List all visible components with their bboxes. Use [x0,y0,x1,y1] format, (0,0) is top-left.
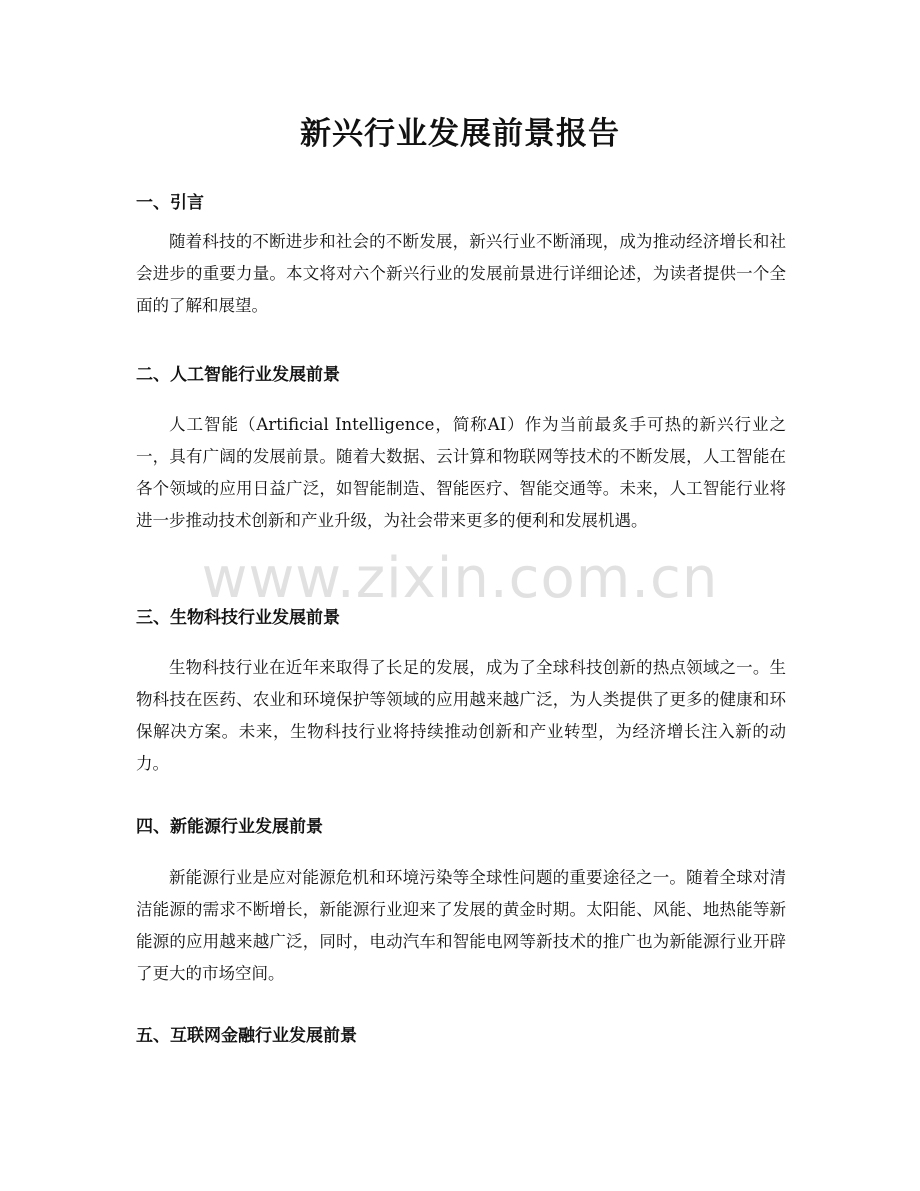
section-heading-biotech: 三、生物科技行业发展前景 [136,608,340,628]
section-heading-ai: 二、人工智能行业发展前景 [136,365,340,385]
section-body-introduction: 随着科技的不断进步和社会的不断发展，新兴行业不断涌现，成为推动经济增长和社会进步的重要力量。本文将对六个新兴行业的发展前景进行详细论述，为读者提供一个全面的了解和展望。 [136,232,786,315]
watermark-text: www.zixin.com.cn [201,546,719,611]
section-heading-introduction: 一、引言 [136,193,204,213]
section-heading-new-energy: 四、新能源行业发展前景 [136,817,323,837]
section-body-biotech: 生物科技行业在近年来取得了长足的发展，成为了全球科技创新的热点领域之一。生物科技在医药、农业和环境保护等领域的应用越来越广泛，为人类提供了更多的健康和环保解决方案。未来，生物科技行业将持续推动创新和产业转型，为经济增长注入新的动力。 [136,658,786,773]
section-heading-internet-finance: 五、互联网金融行业发展前景 [136,1026,357,1046]
page-title: 新兴行业发展前景报告 [300,116,620,152]
section-body-ai: 人工智能（Artificial Intelligence，简称AI）作为当前最炙手可热的新兴行业之一，具有广阔的发展前景。随着大数据、云计算和物联网等技术的不断发展，人工智能在各个领域的应用日益广泛，如智能制造、智能医疗、智能交通等。未来，人工智能行业将进一步推动技术创新和产业升级，为社会带来更多的便利和发展机遇。 [136,415,786,530]
section-body-new-energy: 新能源行业是应对能源危机和环境污染等全球性问题的重要途径之一。随着全球对清洁能源的需求不断增长，新能源行业迎来了发展的黄金时期。太阳能、风能、地热能等新能源的应用越来越广泛，同时，电动汽车和智能电网等新技术的推广也为新能源行业开辟了更大的市场空间。 [136,868,786,983]
